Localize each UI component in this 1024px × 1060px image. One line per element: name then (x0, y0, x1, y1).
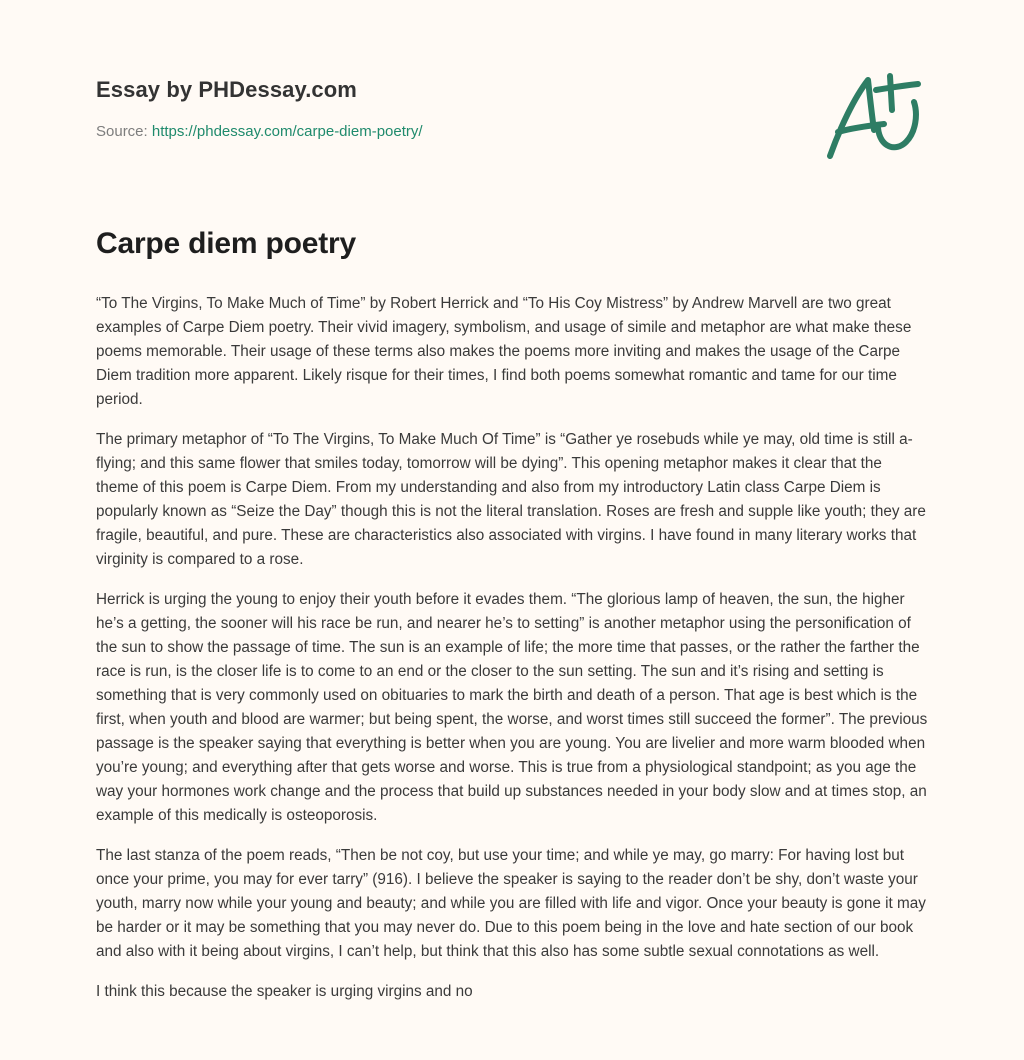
page-header (96, 74, 656, 142)
source-link[interactable]: https://phdessay.com/carpe-diem-poetry/ (151, 123, 423, 140)
essay-paragraph: The last stanza of the poem reads, “Then be not coy, but use your time; and while ye may, go marry: For having lost but once your prime, you may for ever tarry” (916). I believe the speaker is saying to the reader don’t be shy, don’t waste your youth, marry now while your young and beauty; and while you are filled with life and vigor. Once your beauty is gone it may be harder or it may be something that you may never do. Due to this poem being in the love and hate section of our book and also with it being about virgins, I can’t help, but think that this also has some subtle sexual connotations as well. (96, 847, 926, 960)
source-label: Source: (96, 123, 148, 140)
a-plus-grade-icon (822, 68, 928, 164)
site-title: Essay by PHDessay.com (96, 77, 357, 102)
essay-title: Carpe diem poetry (96, 227, 357, 260)
essay-paragraph: The primary metaphor of “To The Virgins, To Make Much Of Time” is “Gather ye rosebuds while ye may, old time is still a-flying; and this same flower that smiles today, tomorrow will be dying”. This opening metaphor makes it clear that the theme of this poem is Carpe Diem. From my understanding and also from my introductory Latin class Carpe Diem is popularly known as “Seize the Day” though this is not the literal translation. Roses are fresh and supple like youth; they are fragile, beautiful, and pure. These are characteristics also associated with virgins. I have found in many literary works that virginity is compared to a rose. (96, 431, 926, 568)
essay-paragraph: Herrick is urging the young to enjoy their youth before it evades them. “The glorious lamp of heaven, the sun, the higher he’s a getting, the sooner will his race be run, and nearer he’s to setting” is another metaphor using the personification of the sun to show the passage of time. The sun is an example of life; the more time that passes, or the rather the farther the race is run, is the closer life is to come to an end or the closer to the sun setting. The sun and it’s rising and setting is something that is very commonly used on obituaries to mark the birth and death of a person. That age is best which is the first, when youth and blood are warmer; but being spent, the worse, and worst times still succeed the former”. The previous passage is the speaker saying that everything is better when you are young. You are livelier and more warm blooded when you’re young; and everything after that gets worse and worse. This is true from a physiological standpoint; as you age the way your hormones work change and the process that build up substances needed in your body slow and at times stop, an example of this medically is osteoporosis. (96, 591, 928, 824)
essay-paragraph: “To The Virgins, To Make Much of Time” by Robert Herrick and “To His Coy Mistress” by Andrew Marvell are two great examples of Carpe Diem poetry. Their vivid imagery, symbolism, and usage of simile and metaphor are what make these poems memorable. Their usage of these terms also makes the poems more inviting and makes the usage of the Carpe Diem tradition more apparent. Likely risque for their times, I find both poems somewhat romantic and tame for our time period. (96, 295, 912, 408)
essay-paragraph-truncated: I think this because the speaker is urging virgins and no (96, 983, 473, 1000)
source-line (96, 122, 656, 142)
essay-content (96, 222, 928, 1020)
